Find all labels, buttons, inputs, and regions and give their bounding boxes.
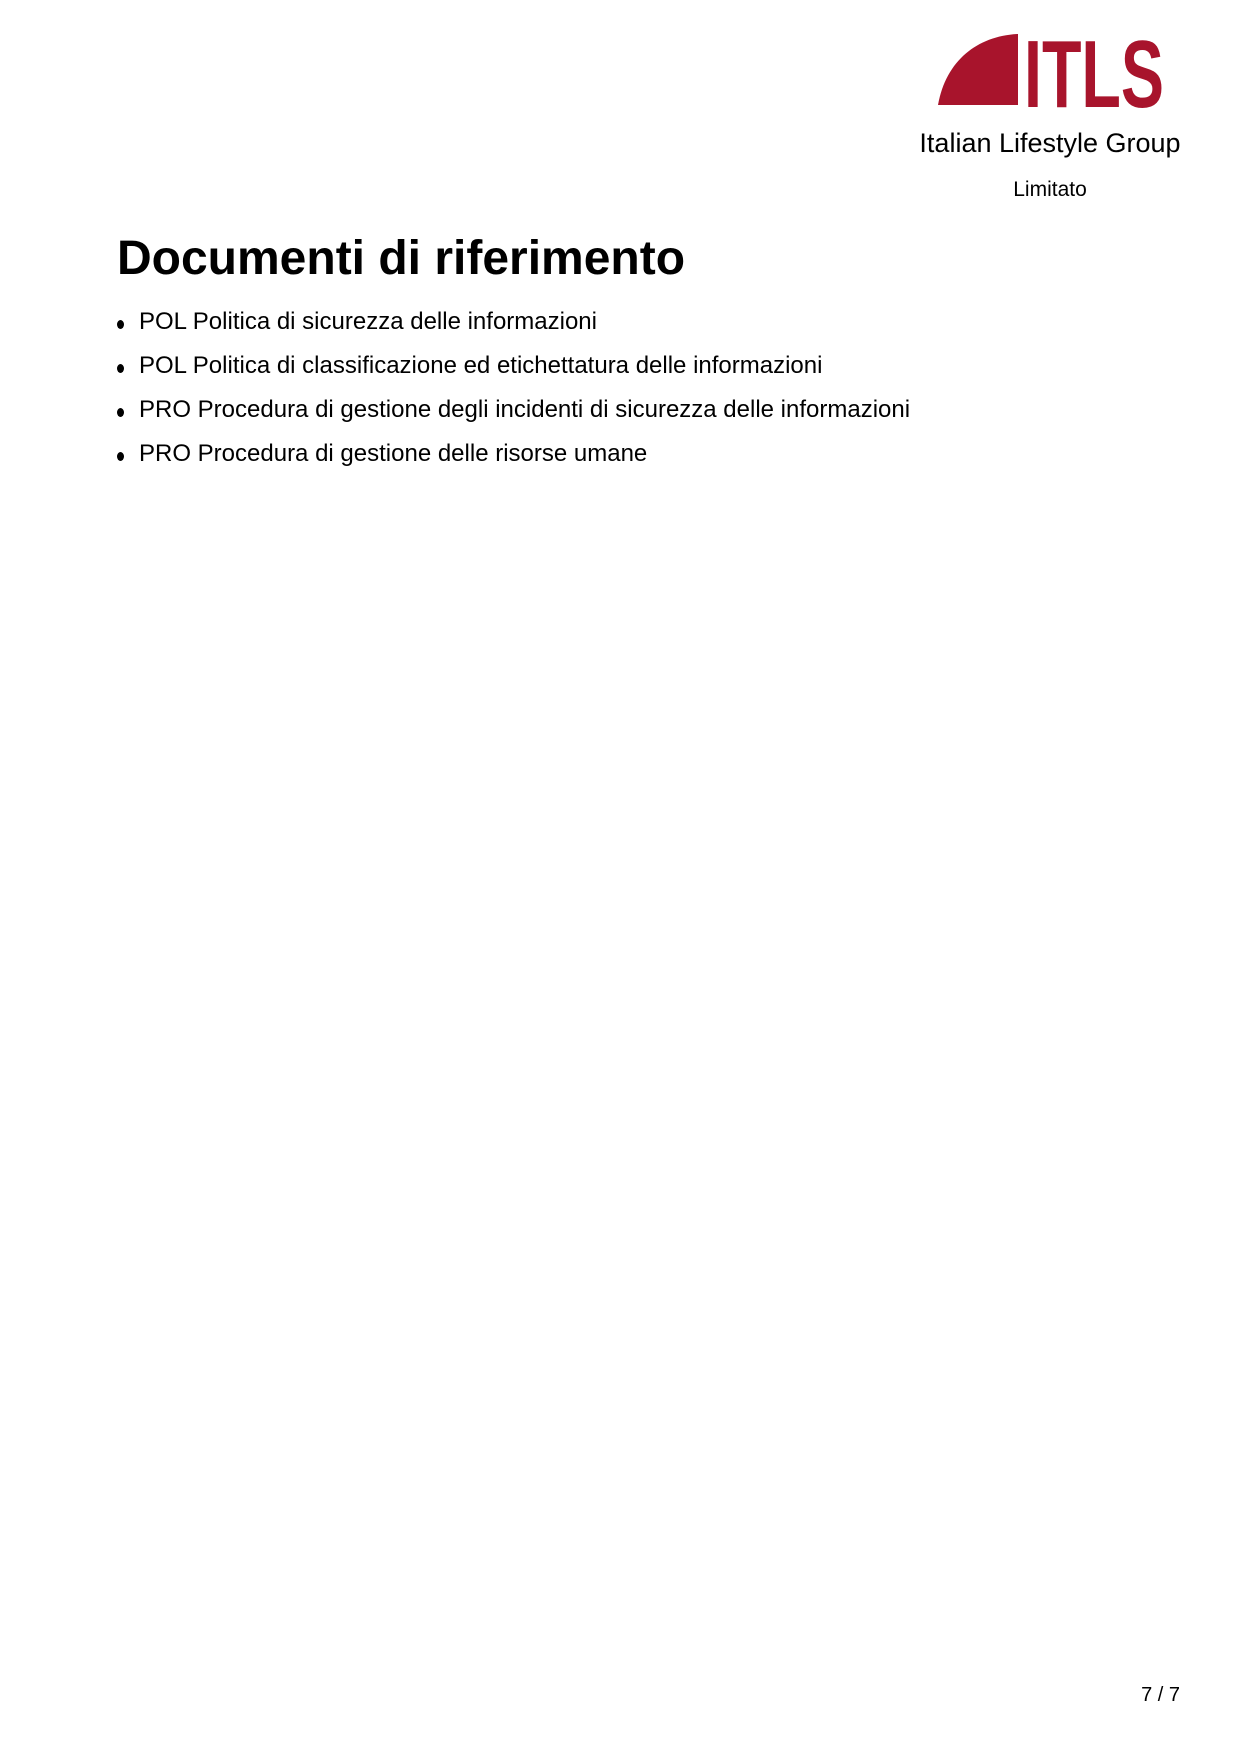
bullet-icon bbox=[117, 408, 124, 417]
bullet-icon bbox=[117, 364, 124, 373]
reference-title: PRO Procedura di gestione delle risorse umane bbox=[139, 440, 648, 467]
logo-arc-shape bbox=[938, 34, 1018, 105]
list-item bbox=[117, 348, 910, 392]
logo-wordmark: ITLS bbox=[1024, 21, 1164, 128]
bullet-icon bbox=[117, 320, 124, 329]
reference-title: PRO Procedura di gestione degli incidenti di sicurezza delle informazioni bbox=[139, 396, 911, 423]
reference-title: POL Politica di sicurezza delle informazioni bbox=[139, 308, 597, 335]
page-number: 7 / 7 bbox=[1141, 1684, 1180, 1706]
classification-label: Limitato bbox=[1013, 178, 1087, 201]
bullet-icon bbox=[117, 452, 124, 461]
reference-title: POL Politica di classificazione ed etichettatura delle informazioni bbox=[139, 352, 823, 379]
page-title: Documenti di riferimento bbox=[117, 232, 686, 285]
reference-list bbox=[117, 304, 910, 480]
list-item bbox=[117, 304, 910, 348]
itls-logo bbox=[938, 21, 1166, 128]
company-name: Italian Lifestyle Group bbox=[919, 128, 1181, 158]
list-item bbox=[117, 436, 910, 480]
list-item bbox=[117, 392, 910, 436]
